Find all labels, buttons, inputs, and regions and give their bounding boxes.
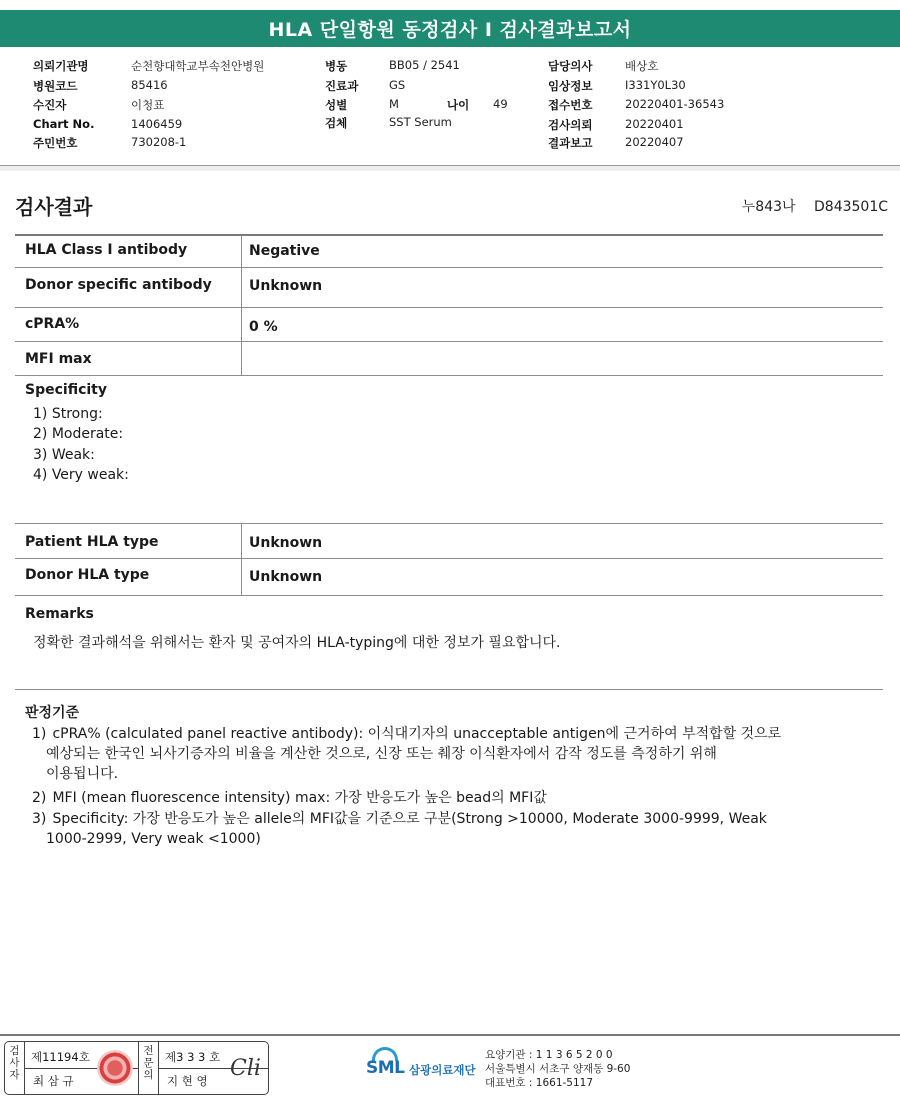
criteria-item-line: Specificity: 가장 반응도가 높은 allele의 MFI값을 기준으로 구분(Strong >10000, Moderate 3000-9999, Weak <box>52 811 767 827</box>
type-row-label: Donor HLA type <box>25 567 150 583</box>
specimen-label: 검체 <box>325 116 348 130</box>
inspector-name: 최 삼 규 <box>33 1074 74 1088</box>
seal-stamp <box>97 1050 133 1086</box>
sml-logo-mark <box>366 1045 406 1085</box>
chart-no-value: 1406459 <box>131 117 183 131</box>
receipt-value: 20220401-36543 <box>625 97 725 111</box>
dept-value: GS <box>389 78 406 92</box>
chart-no-label: Chart No. <box>33 117 95 131</box>
type-row-label: Patient HLA type <box>25 534 159 550</box>
criteria-top-rule <box>15 689 883 690</box>
remarks-text: 정확한 결과해석을 위해서는 환자 및 공여자의 HLA-typing에 대한 정보가 필요합니다. <box>33 635 561 651</box>
criteria-item-line: 이용됩니다. <box>46 766 119 782</box>
specialist-license-no: 제3 3 3 호 <box>165 1050 221 1064</box>
remarks-title: Remarks <box>25 606 94 622</box>
sml-logo <box>366 1045 476 1085</box>
results-title: 검사결과 <box>15 195 93 219</box>
result-row-value: Unknown <box>249 278 323 294</box>
row-divider <box>15 307 883 308</box>
criteria-item-number: 3) <box>32 811 47 827</box>
resident-no-label: 주민번호 <box>33 136 78 150</box>
logo-text: SML <box>366 1058 405 1078</box>
result-row-value: Negative <box>249 243 320 259</box>
result-code-2: D843501C <box>814 199 888 215</box>
specimen-value: SST Serum <box>389 115 452 129</box>
patient-info-block <box>0 55 900 163</box>
specificity-item: 1) Strong: <box>33 406 103 422</box>
ward-value: BB05 / 2541 <box>389 58 460 72</box>
criteria-item <box>32 724 832 784</box>
criteria-item <box>32 809 832 849</box>
result-code-1: 누843나 <box>741 199 796 215</box>
doctor-value: 배상호 <box>625 59 659 73</box>
patient-value: 이청표 <box>131 98 165 112</box>
criteria-item-line: MFI (mean fluorescence intensity) max: 가장 반응도가 높은 bead의 MFI값 <box>52 790 547 806</box>
criteria-item-number: 2) <box>32 790 47 806</box>
result-row-label: cPRA% <box>25 316 80 332</box>
clinical-label: 임상정보 <box>548 79 593 93</box>
criteria-item-line: cPRA% (calculated panel reactive antibody): 이식대기자의 unacceptable antigen에 근거하여 부적합할 것으로 <box>52 726 782 742</box>
result-row-value: 0 % <box>249 319 278 335</box>
sex-label: 성별 <box>325 98 348 112</box>
criteria-item-number: 1) <box>32 726 47 742</box>
resident-no-value: 730208-1 <box>131 135 187 149</box>
report-title-banner <box>0 10 900 47</box>
result-row-label: HLA Class I antibody <box>25 242 188 258</box>
info-band <box>0 166 900 171</box>
type-row-value: Unknown <box>249 569 323 585</box>
criteria-item-line: 예상되는 한국인 뇌사기증자의 비율을 계산한 것으로, 신장 또는 췌장 이식환자에서 감작 정도를 측정하기 위해 <box>46 746 717 762</box>
report-date-label: 결과보고 <box>548 136 593 150</box>
result-row-label: MFI max <box>25 351 92 367</box>
signature-box-divider <box>138 1042 139 1094</box>
table-column-divider <box>241 235 242 375</box>
hospital-code-label: 병원코드 <box>33 79 78 93</box>
row-divider <box>15 558 883 559</box>
criteria-item-line: 1000-2999, Very weak <1000) <box>46 831 261 847</box>
ward-label: 병동 <box>325 59 348 73</box>
logo-org-name: 삼광의료재단 <box>409 1063 476 1077</box>
criteria-item <box>32 788 832 808</box>
specialist-label: 전문의 <box>143 1045 154 1081</box>
age-label: 나이 <box>447 98 470 112</box>
report-title: HLA 단일항원 동정검사 I 검사결과보고서 <box>268 19 632 41</box>
institution-label: 의뢰기관명 <box>33 59 89 73</box>
specificity-item: 4) Very weak: <box>33 467 129 483</box>
institution-value: 순천향대학교부속천안병원 <box>131 59 265 73</box>
result-row-label: Donor specific antibody <box>25 277 212 293</box>
clinical-value: I331Y0L30 <box>625 78 686 92</box>
table-top-rule <box>15 234 883 236</box>
sex-value: M <box>389 97 399 111</box>
type-row-value: Unknown <box>249 535 323 551</box>
patient-label: 수진자 <box>33 98 67 112</box>
footer-rule <box>0 1034 900 1036</box>
request-value: 20220401 <box>625 117 684 131</box>
type-table-column-divider <box>241 524 242 596</box>
row-divider <box>15 595 883 596</box>
criteria-title: 판정기준 <box>25 705 80 721</box>
hospital-code-value: 85416 <box>131 78 168 92</box>
receipt-label: 접수번호 <box>548 98 593 112</box>
type-table-top-rule <box>15 523 883 524</box>
inspector-label: 검사자 <box>9 1045 20 1081</box>
org-line: 요양기관 : 1 1 3 6 5 2 0 0 <box>485 1049 613 1061</box>
row-divider <box>15 375 883 376</box>
report-date-value: 20220407 <box>625 135 684 149</box>
specificity-title: Specificity <box>25 382 107 398</box>
row-divider <box>15 341 883 342</box>
result-codes <box>728 196 888 216</box>
doctor-label: 담당의사 <box>548 59 593 73</box>
specialist-name: 지 현 영 <box>167 1074 208 1088</box>
handwritten-signature: Cli <box>230 1056 261 1081</box>
specificity-item: 2) Moderate: <box>33 426 124 442</box>
request-label: 검사의뢰 <box>548 118 593 132</box>
dept-label: 진료과 <box>325 79 359 93</box>
specificity-item: 3) Weak: <box>33 447 95 463</box>
org-info <box>485 1048 630 1090</box>
org-line: 대표번호 : 1661-5117 <box>485 1077 594 1089</box>
org-line: 서울특별시 서초구 양재동 9-60 <box>485 1063 631 1075</box>
signature-box <box>4 1041 269 1095</box>
age-value: 49 <box>493 97 508 111</box>
inspector-license-no: 제11194호 <box>31 1050 90 1064</box>
row-divider <box>15 267 883 268</box>
